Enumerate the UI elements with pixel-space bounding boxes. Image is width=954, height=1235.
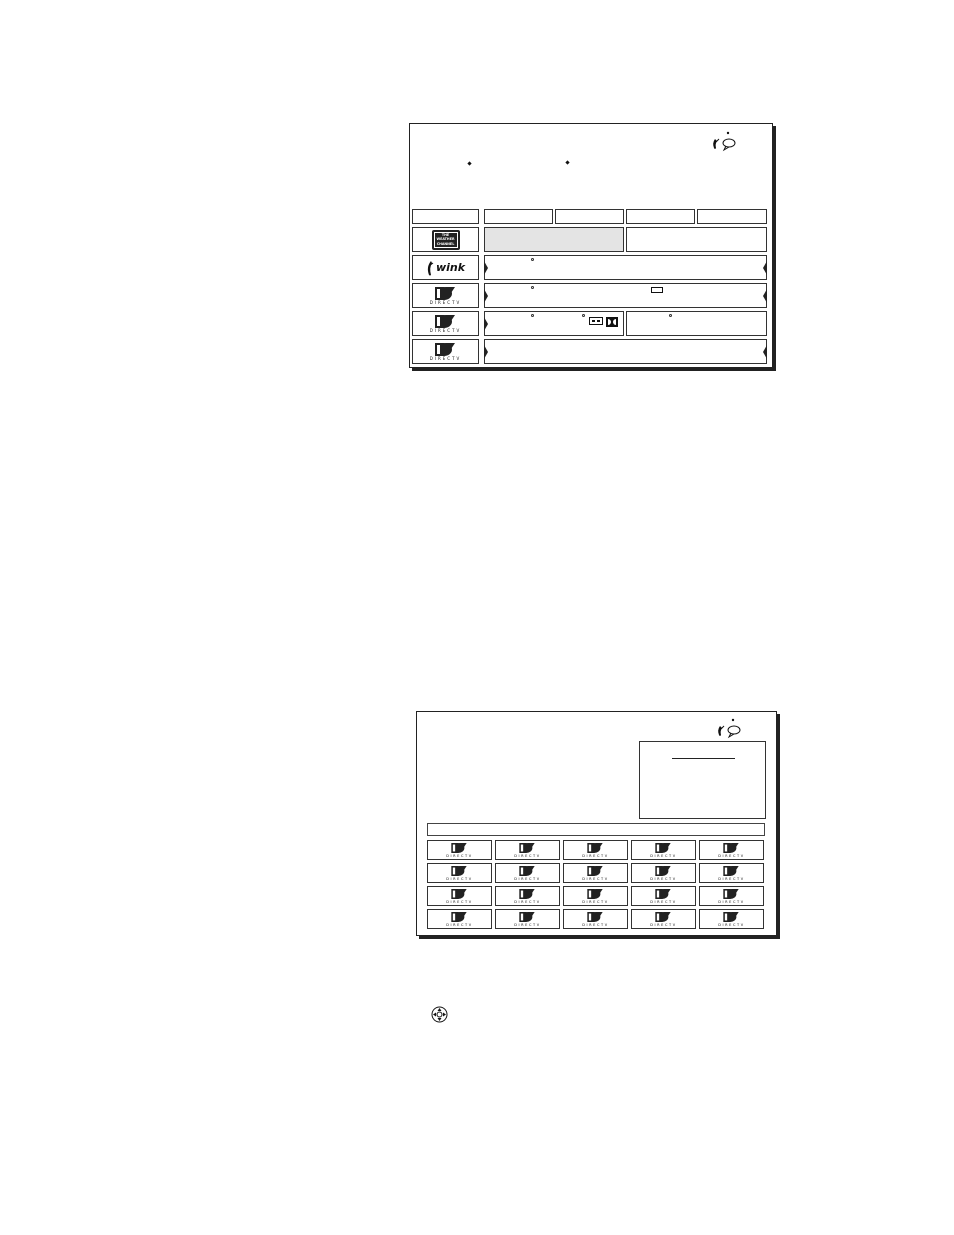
directv-logo: DIRECTV [650,912,677,927]
directv-logo: DIRECTV [582,866,609,881]
wink-logo: wink [426,260,465,276]
channel-tile[interactable] [427,840,492,860]
channel-tile[interactable] [699,909,764,929]
channel-tile[interactable] [631,909,696,929]
program-cell-selected[interactable] [484,227,624,252]
directv-logo: DIRECTV [514,912,541,927]
channel-tile[interactable] [563,909,628,929]
directv-logo: DIRECTV [650,889,677,904]
closed-caption-icon [589,317,603,325]
program-guide-screen [409,123,773,368]
directv-logo: DIRECTV [430,343,462,361]
directv-logo: DIRECTV [650,843,677,858]
wink-status-icon [715,717,751,741]
channel-tile[interactable] [631,840,696,860]
info-title-underline [672,758,735,759]
program-info-box [639,741,766,819]
weather-channel-logo: THE WEATHER CHANNEL [432,230,460,250]
program-cell[interactable] [484,339,767,364]
directv-logo: DIRECTV [718,866,745,881]
tab-channel-column[interactable] [412,209,479,224]
channel-tile[interactable] [631,886,696,906]
channel-tile[interactable] [699,886,764,906]
widescreen-icon [651,287,663,293]
directv-logo: DIRECTV [514,843,541,858]
channel-tile[interactable] [495,863,560,883]
tab-time-slot[interactable] [555,209,624,224]
rating-ring-icon [531,258,534,261]
channel-tile[interactable] [495,909,560,929]
channel-logo-wink[interactable] [412,255,479,280]
program-cell[interactable] [484,255,767,280]
rating-ring-icon [582,314,585,317]
channel-tile[interactable] [495,840,560,860]
directv-logo: DIRECTV [514,889,541,904]
program-cell[interactable] [484,311,624,336]
directv-logo: DIRECTV [718,912,745,927]
category-banner[interactable] [427,823,765,836]
channel-logo-directv[interactable] [412,283,479,308]
rating-ring-icon [669,314,672,317]
directv-logo: DIRECTV [582,843,609,858]
directv-logo: DIRECTV [446,912,473,927]
channel-tile[interactable] [563,886,628,906]
tab-time-slot[interactable] [697,209,767,224]
channel-logo-directv[interactable] [412,339,479,364]
channel-tile[interactable] [563,840,628,860]
directv-logo: DIRECTV [446,866,473,881]
directv-logo: DIRECTV [718,843,745,858]
channel-tile[interactable] [427,863,492,883]
channel-tile[interactable] [495,886,560,906]
channel-tile[interactable] [699,840,764,860]
wink-status-icon [710,130,746,154]
directv-logo: DIRECTV [430,287,462,305]
program-cell[interactable] [626,227,767,252]
header-marker-icon [467,161,471,165]
directv-logo: DIRECTV [446,843,473,858]
channel-lineup-screen [416,711,777,936]
channel-tile[interactable] [699,863,764,883]
tab-time-slot[interactable] [484,209,553,224]
directv-logo: DIRECTV [446,889,473,904]
dolby-icon [606,317,618,327]
directv-logo: DIRECTV [582,912,609,927]
program-cell[interactable] [626,311,767,336]
program-cell[interactable] [484,283,767,308]
directv-logo: DIRECTV [650,866,677,881]
channel-tile[interactable] [563,863,628,883]
directv-logo: DIRECTV [582,889,609,904]
header-marker-icon [565,160,569,164]
navigation-pad-icon [431,1006,448,1023]
channel-tile[interactable] [631,863,696,883]
directv-logo: DIRECTV [718,889,745,904]
channel-logo-directv[interactable] [412,311,479,336]
channel-tile[interactable] [427,909,492,929]
channel-tile[interactable] [427,886,492,906]
rating-ring-icon [531,314,534,317]
rating-ring-icon [531,286,534,289]
directv-logo: DIRECTV [430,315,462,333]
directv-logo: DIRECTV [514,866,541,881]
tab-time-slot[interactable] [626,209,695,224]
channel-logo-weather[interactable] [412,227,479,252]
